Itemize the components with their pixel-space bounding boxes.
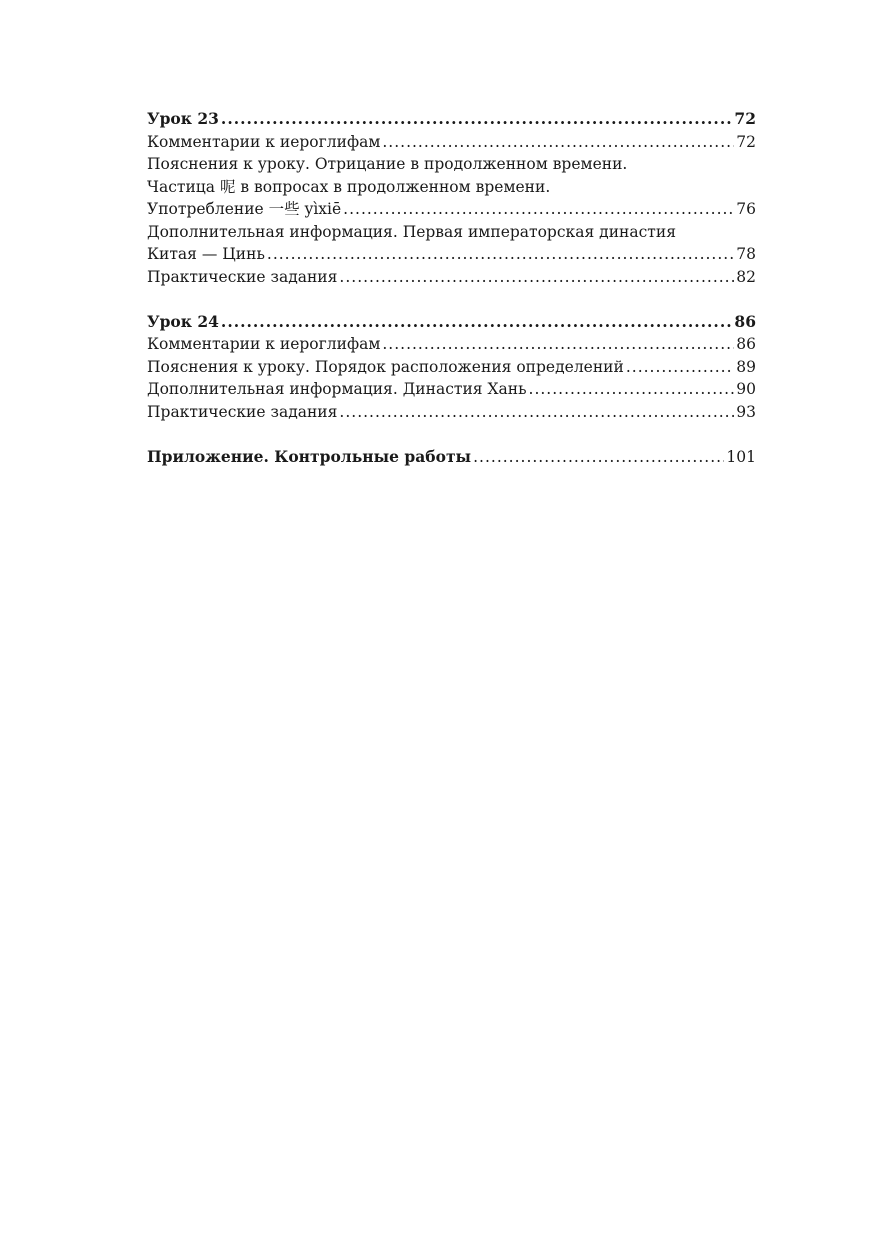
toc-entry-title: Пояснения к уроку. Порядок расположения определений — [147, 357, 624, 376]
toc-entry-practice-23[interactable] — [147, 266, 756, 289]
toc-entry-info-line-2[interactable] — [147, 243, 756, 266]
spacer — [147, 288, 756, 311]
toc-entry-title: Урок 24 — [147, 311, 219, 331]
toc-entry-explanation-24[interactable] — [147, 356, 756, 379]
toc-entry-title: Дополнительная информация. Династия Хань — [147, 380, 527, 398]
toc-entry-page: 89 — [736, 357, 756, 376]
toc-entry-page: 78 — [736, 245, 756, 263]
toc-entry-info-line-1[interactable]: Дополнительная информация. Первая императорская династия — [147, 222, 676, 241]
dot-leader — [339, 401, 734, 424]
toc-entry-title: Практические задания — [147, 267, 338, 286]
toc-entry-practice-24[interactable] — [147, 401, 756, 424]
toc-entry-page: 86 — [734, 311, 756, 331]
toc-entry-title: Практические задания — [147, 402, 338, 421]
toc-entry-page: 90 — [736, 380, 756, 398]
toc-entry-title: Приложение. Контрольные работы — [147, 446, 472, 466]
toc-entry-explanation-line-2[interactable]: Частица 呢 в вопросах в продолженном времени. — [147, 177, 551, 196]
toc-entry-hieroglyph-comments-24[interactable] — [147, 333, 756, 356]
toc-entry-lesson-23[interactable] — [147, 108, 756, 131]
toc-entry-page: 101 — [726, 447, 756, 466]
dot-leader — [221, 311, 733, 334]
toc-entry-title: Урок 23 — [147, 109, 219, 128]
dot-leader — [382, 333, 734, 356]
toc-entry-page: 93 — [736, 402, 756, 421]
toc-entry-info-24[interactable] — [147, 378, 756, 401]
toc-entry-page: 72 — [736, 132, 756, 151]
toc-entry-usage-yixie[interactable] — [147, 198, 756, 221]
dot-leader — [529, 378, 735, 401]
dot-leader — [626, 356, 734, 379]
dot-leader — [382, 131, 734, 154]
toc-entry-page: 82 — [736, 267, 756, 286]
toc-entry-title: Употребление 一些 yìxiē — [147, 200, 342, 218]
dot-leader — [343, 198, 734, 221]
toc-entry-title: Комментарии к иероглифам — [147, 335, 381, 353]
toc-entry-lesson-24[interactable] — [147, 311, 756, 334]
toc-entry-page: 86 — [736, 335, 756, 353]
toc-entry-title: Китая — Цинь — [147, 245, 265, 263]
toc-entry-page: 76 — [736, 200, 756, 218]
table-of-contents — [147, 108, 756, 468]
toc-entry-page: 72 — [734, 109, 756, 128]
toc-entry-appendix[interactable] — [147, 446, 756, 469]
toc-entry-hieroglyph-comments-23[interactable] — [147, 131, 756, 154]
toc-entry-title: Комментарии к иероглифам — [147, 132, 381, 151]
spacer — [147, 423, 756, 446]
dot-leader — [221, 108, 733, 131]
dot-leader — [339, 266, 734, 289]
dot-leader — [473, 446, 724, 469]
dot-leader — [267, 243, 734, 266]
toc-entry-explanation-line-1[interactable]: Пояснения к уроку. Отрицание в продолженном времени. — [147, 155, 628, 173]
